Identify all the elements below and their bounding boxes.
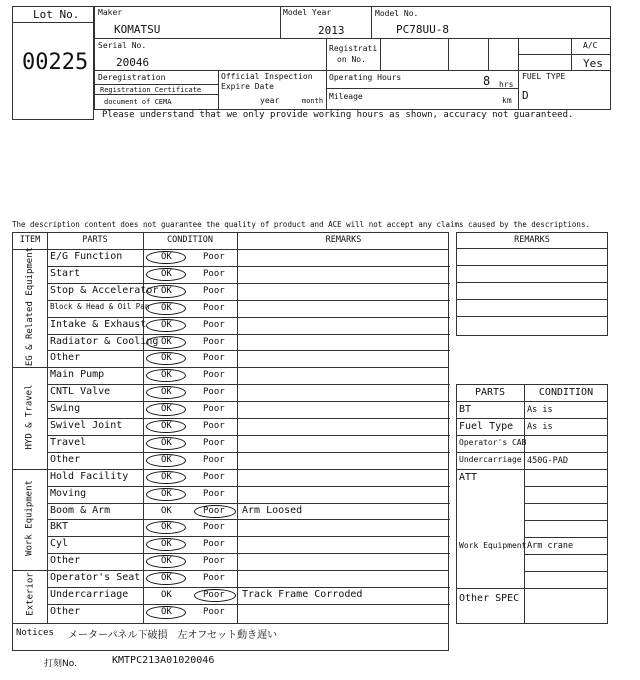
inspection-table <box>12 232 449 624</box>
operating-hours-label: Operating Hours <box>329 73 402 82</box>
selected-oval <box>146 403 186 416</box>
ok-option[interactable]: OK <box>161 437 172 448</box>
att-line <box>524 486 608 487</box>
right-remarks-table <box>456 232 608 336</box>
ok-option[interactable]: OK <box>161 454 172 465</box>
part-name: Other <box>50 453 81 465</box>
poor-option[interactable]: Poor <box>203 488 225 499</box>
part-name: CNTL Valve <box>50 386 111 398</box>
table-header-1: PARTS <box>82 235 108 245</box>
selected-oval <box>146 319 186 332</box>
work-equipment-value: Arm crane <box>527 541 574 551</box>
poor-option[interactable]: Poor <box>203 471 225 482</box>
ac-label: A/C <box>583 41 598 50</box>
group-label: Exterior <box>25 572 35 617</box>
part-name: Block & Head & Oil Pan <box>50 301 150 311</box>
selected-oval <box>146 555 186 568</box>
att-line <box>524 537 608 538</box>
right-remarks-header: REMARKS <box>514 235 550 245</box>
selected-oval <box>146 572 186 585</box>
serial-label: Serial No. <box>98 41 147 50</box>
group-line <box>13 570 448 571</box>
row-line <box>47 384 450 385</box>
poor-option[interactable]: Poor <box>203 522 225 533</box>
year-label: year <box>260 96 280 105</box>
spec-line <box>456 452 608 453</box>
lot-label: Lot No. <box>33 8 80 21</box>
spec-part: Undercarriage <box>459 455 522 464</box>
km-label: km <box>502 96 512 105</box>
expire-date-label: Expire Date <box>221 82 274 91</box>
part-name: Cyl <box>50 538 69 550</box>
selected-oval <box>146 420 186 433</box>
ok-option[interactable]: OK <box>161 471 172 482</box>
spec-line <box>456 469 608 470</box>
poor-option[interactable]: Poor <box>203 302 225 313</box>
spec-cond: As is <box>527 405 553 415</box>
work-equipment-label: Work Equipment <box>459 541 527 550</box>
poor-option[interactable]: Poor <box>203 319 225 330</box>
part-name: BKT <box>50 521 69 533</box>
row-line <box>47 435 450 436</box>
ok-option[interactable]: OK <box>161 590 172 600</box>
spec-cond: 450G-PAD <box>527 456 568 466</box>
selected-oval <box>146 538 186 551</box>
row-line <box>47 350 450 351</box>
ok-option[interactable]: OK <box>161 336 172 347</box>
selected-oval <box>194 589 236 602</box>
selected-oval <box>146 471 186 484</box>
hours-notice: Please understand that we only provide working hours as shown, accuracy not guaranteed. <box>102 110 574 120</box>
remark-line <box>456 316 608 317</box>
month-label: month <box>302 97 324 105</box>
deregistration-label: Deregistration <box>98 73 166 82</box>
inspection-label: Official Inspection <box>221 72 313 81</box>
part-name: Radiator & Cooling <box>50 335 159 347</box>
ok-option[interactable]: OK <box>161 353 172 364</box>
model-no-label: Model No. <box>375 9 419 18</box>
ok-option[interactable]: OK <box>161 302 172 313</box>
selected-oval <box>146 521 186 534</box>
part-name: Moving <box>50 487 87 499</box>
row-line <box>47 503 450 504</box>
model-year-value: 2013 <box>318 24 345 37</box>
att-line <box>524 554 608 555</box>
ok-option[interactable]: OK <box>161 319 172 330</box>
row-line <box>47 334 450 335</box>
ok-option[interactable]: OK <box>161 404 172 415</box>
spec-cond: As is <box>527 422 553 432</box>
selected-oval <box>146 336 186 349</box>
poor-option[interactable]: Poor <box>203 336 225 347</box>
poor-option[interactable]: Poor <box>203 539 225 550</box>
row-line <box>47 486 450 487</box>
poor-option[interactable]: Poor <box>203 556 225 567</box>
selected-oval <box>146 386 186 399</box>
ok-option[interactable]: OK <box>161 268 172 279</box>
spec-line <box>456 435 608 436</box>
ok-option[interactable]: OK <box>161 421 172 431</box>
group-label: Work Equipment <box>25 480 36 557</box>
registration-label: Registrati <box>329 44 378 53</box>
remark-line <box>456 265 608 266</box>
selected-oval <box>146 268 186 281</box>
model-no-value: PC78UU-8 <box>396 23 449 36</box>
part-name: Stop & Accelerator <box>50 284 159 296</box>
poor-option[interactable]: Poor <box>203 353 225 364</box>
selected-oval <box>146 437 186 450</box>
part-name: Undercarriage <box>50 589 129 600</box>
part-name: Swivel Joint <box>50 420 123 431</box>
ok-option[interactable]: OK <box>161 387 172 398</box>
lot-number: 00225 <box>22 50 89 75</box>
ok-option[interactable]: OK <box>161 505 172 516</box>
fuel-type-label: FUEL TYPE <box>522 72 566 81</box>
part-name: Other <box>50 605 81 617</box>
selected-oval <box>146 488 186 501</box>
ok-option[interactable]: OK <box>161 488 172 499</box>
remark-line <box>456 282 608 283</box>
table-header-2: CONDITION <box>166 235 214 245</box>
row-line <box>47 300 450 301</box>
part-name: Swing <box>50 403 81 415</box>
remark-text: Arm Loosed <box>242 504 303 516</box>
selected-oval <box>146 285 186 298</box>
ok-option[interactable]: OK <box>161 252 172 262</box>
model-year-label: Model Year <box>283 8 332 17</box>
row-line <box>47 604 450 605</box>
spec-line <box>456 401 608 402</box>
fuel-type-value: D <box>522 89 529 102</box>
ok-option[interactable]: OK <box>161 285 172 296</box>
reg-cert-label: Registration Certificate <box>100 86 202 94</box>
serial-value: 20046 <box>116 56 150 69</box>
poor-option[interactable]: Poor <box>203 573 225 584</box>
poor-option[interactable]: Poor <box>203 268 225 279</box>
disclaimer: The description content does not guarantee the quality of product and ACE will not accept any claims caused by the descriptions. <box>12 220 590 229</box>
remark-text: Track Frame Corroded <box>242 589 363 600</box>
selected-oval <box>146 251 186 264</box>
poor-option[interactable]: Poor <box>203 404 225 415</box>
part-name: Start <box>50 267 81 279</box>
poor-option[interactable]: Poor <box>203 421 225 431</box>
poor-option[interactable]: Poor <box>203 437 225 448</box>
ac-value: Yes <box>583 57 603 70</box>
spec-header-parts: PARTS <box>474 387 506 398</box>
row-line <box>47 418 450 419</box>
part-name: E/G Function <box>50 251 123 262</box>
table-header-0: ITEM <box>19 235 41 245</box>
row-line <box>47 553 450 554</box>
part-name: Operator's Seat <box>50 572 141 584</box>
group-line <box>13 469 448 470</box>
row-line <box>47 266 450 267</box>
spec-table <box>456 384 608 624</box>
registration-label-2: on No. <box>337 55 366 64</box>
row-line <box>47 452 450 453</box>
ok-option[interactable]: OK <box>161 370 172 381</box>
att-label: ATT <box>459 472 478 483</box>
spec-part: Fuel Type <box>459 421 514 432</box>
ok-option[interactable]: OK <box>161 573 172 584</box>
notices-label: Notices <box>16 628 54 638</box>
stamp-label: 打刻No. <box>44 659 77 669</box>
selected-oval <box>146 606 186 619</box>
part-name: Intake & Exhaust <box>50 318 147 330</box>
selected-oval <box>146 302 186 315</box>
col-line <box>47 233 48 623</box>
header-line <box>13 249 448 250</box>
spec-part: BT <box>459 404 472 415</box>
poor-option[interactable]: Poor <box>203 285 225 296</box>
group-line <box>13 367 448 368</box>
cema-label: document of CEMA <box>104 98 172 106</box>
poor-option[interactable]: Poor <box>203 387 225 398</box>
poor-option[interactable]: Poor <box>203 454 225 465</box>
row-line <box>47 401 450 402</box>
spec-line <box>456 418 608 419</box>
row-line <box>47 587 450 588</box>
ok-option[interactable]: OK <box>161 522 172 533</box>
selected-oval <box>146 352 186 365</box>
remark-line <box>456 248 608 249</box>
part-name: Hold Facility <box>50 470 129 482</box>
att-line <box>524 503 608 504</box>
selected-oval <box>146 369 186 382</box>
att-line <box>524 520 608 521</box>
poor-option[interactable]: Poor <box>203 252 225 262</box>
row-line <box>47 317 450 318</box>
selected-oval <box>146 454 186 467</box>
notices-text: メーターパネル下破損 左オフセット動き遅い <box>68 630 278 641</box>
group-label: HYD & Travel <box>25 384 36 450</box>
col-line <box>237 233 238 623</box>
ok-option[interactable]: OK <box>161 556 172 567</box>
spec-line <box>456 588 608 589</box>
maker-value: KOMATSU <box>114 23 161 36</box>
row-line <box>47 283 450 284</box>
ok-option[interactable]: OK <box>161 539 172 550</box>
ok-option[interactable]: OK <box>161 606 172 617</box>
part-name: Other <box>50 352 81 364</box>
poor-option[interactable]: Poor <box>203 370 225 381</box>
stamp-value: KMTPC213A01020046 <box>112 655 215 666</box>
table-header-3: REMARKS <box>325 235 362 245</box>
maker-label: Maker <box>98 8 123 17</box>
row-line <box>47 519 450 520</box>
poor-option[interactable]: Poor <box>203 590 225 600</box>
spec-header-condition: CONDITION <box>538 387 594 398</box>
att-line <box>524 571 608 572</box>
group-label: EG & Related Equipment <box>25 247 36 367</box>
part-name: Other <box>50 555 81 567</box>
poor-option[interactable]: Poor <box>203 606 225 617</box>
poor-option[interactable]: Poor <box>203 505 225 516</box>
other-spec-label: Other SPEC <box>459 593 520 604</box>
selected-oval <box>194 505 236 518</box>
remark-line <box>456 299 608 300</box>
operating-hours-value: 8 <box>483 74 491 88</box>
part-name: Travel <box>50 436 87 448</box>
mileage-label: Mileage <box>329 92 363 101</box>
part-name: Boom & Arm <box>50 504 111 516</box>
hrs-label: hrs <box>499 80 514 89</box>
part-name: Main Pump <box>50 369 105 381</box>
spec-part: Operator's CAB <box>459 438 527 447</box>
row-line <box>47 536 450 537</box>
